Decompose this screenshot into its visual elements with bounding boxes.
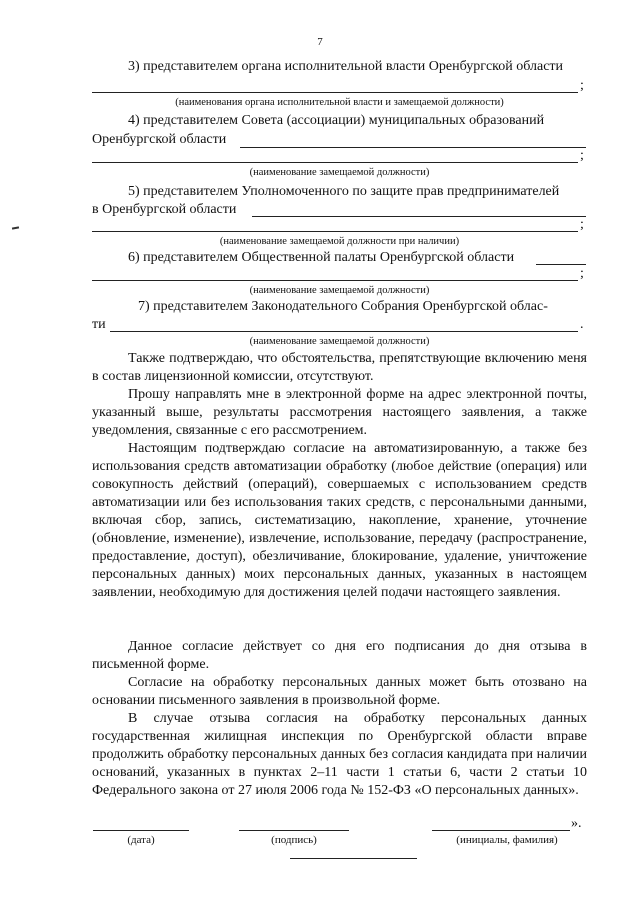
item-4-text: 4) представителем Совета (ассоциации) муниципальных образований bbox=[128, 113, 545, 128]
name-line[interactable] bbox=[432, 830, 570, 831]
item-7-caption: (наименование замещаемой должности) bbox=[249, 336, 430, 347]
signature-line[interactable] bbox=[239, 830, 349, 831]
item-4-text-cont: Оренбургской области bbox=[92, 132, 227, 147]
page-number: 7 bbox=[317, 36, 323, 48]
item-6-fill-line-1[interactable] bbox=[536, 264, 586, 265]
item-4-fill-line-2[interactable] bbox=[92, 162, 578, 163]
item-7-text-cont: ти bbox=[92, 317, 106, 332]
paragraph-confirm: Также подтверждаю, что обстоятельства, препятствующие включению меня в состав лицензионной комиссии, отсутствуют. bbox=[92, 351, 587, 384]
paragraph-inspection: В случае отзыва согласия на обработку персональных данных государственная жилищная инспекция по Оренбургской области вправе продолжить обработку персональных данных без согласия кандидата при наличии оснований, указанных в пунктах 2–11 части 1 статьи 6, части 2 статьи 10 Федерального закона от 27 июля 2006 года № 152-ФЗ «О персональных данных». bbox=[92, 711, 587, 798]
item-4-fill-line-1[interactable] bbox=[240, 147, 586, 148]
margin-mark bbox=[12, 226, 19, 229]
item-7-text: 7) представителем Законодательного Собрания Оренбургской облас- bbox=[138, 299, 548, 314]
item-7-fill-line[interactable] bbox=[110, 331, 578, 332]
item-5-text: 5) представителем Уполномоченного по защите прав предпринимателей bbox=[128, 184, 560, 199]
item-4-semicolon: ; bbox=[580, 148, 584, 163]
signature-caption: (подпись) bbox=[271, 834, 317, 846]
item-3-caption: (наименования органа исполнительной власти и замещаемой должности) bbox=[175, 97, 504, 108]
separator-line bbox=[290, 858, 417, 859]
item-3-fill-line[interactable] bbox=[92, 92, 578, 93]
date-line[interactable] bbox=[93, 830, 189, 831]
paragraph-request: Прошу направлять мне в электронной форме на адрес электронной почты, указанный выше, результаты рассмотрения настоящего заявления, а также уведомления, связанные с его рассмотрением. bbox=[92, 387, 587, 438]
paragraph-block-2 bbox=[92, 638, 587, 800]
name-caption: (инициалы, фамилия) bbox=[456, 834, 558, 846]
item-4-caption: (наименование замещаемой должности) bbox=[249, 167, 430, 178]
item-6-semicolon: ; bbox=[580, 266, 584, 281]
paragraph-validity: Данное согласие действует со дня его подписания до дня отзыва в письменной форме. bbox=[92, 639, 587, 672]
name-line-end: ». bbox=[571, 816, 582, 831]
item-6-caption: (наименование замещаемой должности) bbox=[249, 285, 430, 296]
item-5-text-cont: в Оренбургской области bbox=[92, 202, 237, 217]
item-5-caption: (наименование замещаемой должности при наличии) bbox=[219, 236, 460, 247]
date-caption: (дата) bbox=[127, 834, 155, 846]
item-3-text: 3) представителем органа исполнительной власти Оренбургской области bbox=[128, 59, 564, 74]
item-5-fill-line-2[interactable] bbox=[92, 231, 578, 232]
item-5-fill-line-1[interactable] bbox=[252, 216, 586, 217]
paragraph-block-1 bbox=[92, 350, 587, 602]
item-6-fill-line-2[interactable] bbox=[92, 280, 578, 281]
paragraph-consent: Настоящим подтверждаю согласие на автоматизированную, а также без использования средств автоматизации обработку (любое действие (операция) или совокупность действий (операций), совершаемых с использованием средств автоматизации или без использования таких средств, с персональными данными, включая сбор, запись, систематизацию, накопление, хранение, уточнение (обновление, изменение), извлечение, использование, передачу (распространение, предоставление, доступ), обезличивание, блокирование, удаление, уничтожение персональных данных) моих персональных данных, указанных в настоящем заявлении, необходимую для достижения целей подачи настоящего заявления. bbox=[92, 441, 587, 600]
item-5-semicolon: ; bbox=[580, 217, 584, 232]
item-7-period: . bbox=[580, 317, 584, 332]
paragraph-revoke: Согласие на обработку персональных данных может быть отозвано на основании письменного заявления в произвольной форме. bbox=[92, 675, 587, 708]
item-3-semicolon: ; bbox=[580, 78, 584, 93]
item-6-text: 6) представителем Общественной палаты Оренбургской области bbox=[128, 250, 515, 265]
